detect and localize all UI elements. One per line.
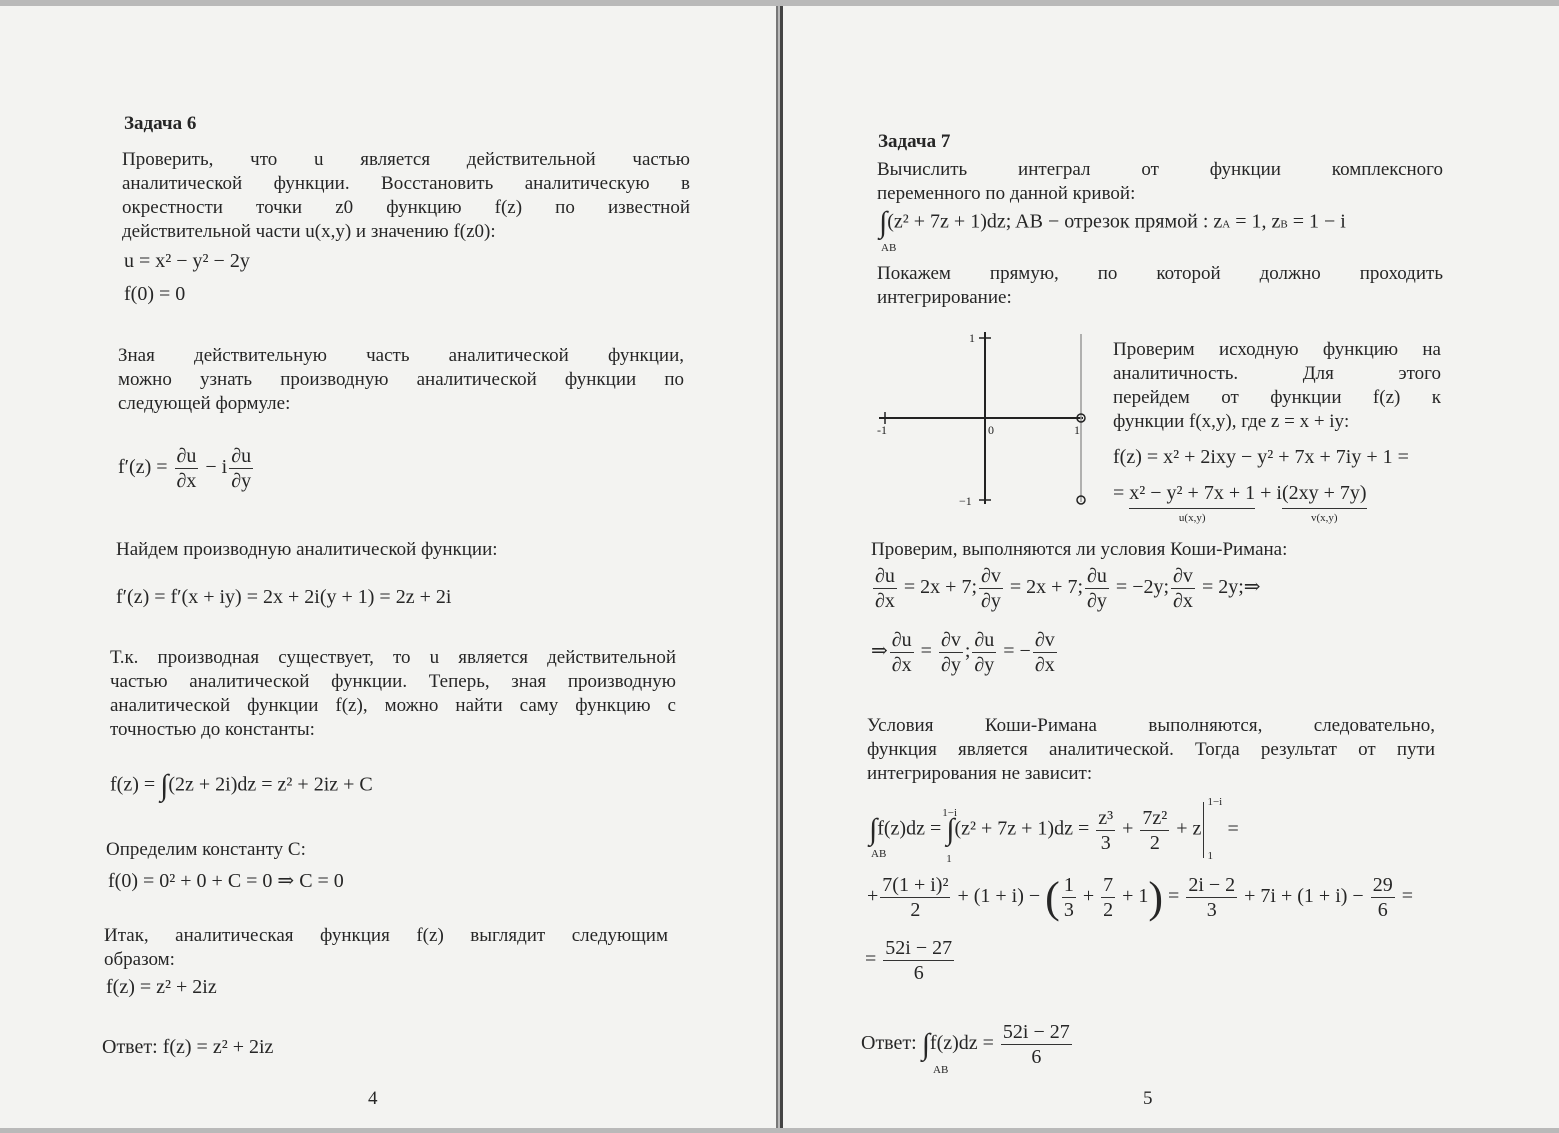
integral-sign: ∫ bbox=[921, 1027, 930, 1061]
paragraph-line: следующей формуле: bbox=[118, 393, 291, 414]
check-paragraph bbox=[1113, 338, 1441, 434]
denominator: ∂y bbox=[231, 470, 252, 492]
real-part-underbrace bbox=[1129, 482, 1256, 524]
denominator: ∂x bbox=[875, 590, 895, 612]
plus: + bbox=[1077, 885, 1100, 908]
paren-tail: + 1 bbox=[1117, 885, 1149, 908]
numerator: 52i − 27 bbox=[1002, 1021, 1070, 1043]
frac-7-1-i-sq bbox=[880, 873, 950, 922]
cr-conditions bbox=[871, 628, 1059, 677]
denominator: 2 bbox=[1103, 899, 1114, 921]
answer-6 bbox=[102, 1036, 273, 1059]
equal-sign: = bbox=[915, 640, 937, 663]
calc-line-2 bbox=[867, 872, 1413, 923]
za-subscript: A bbox=[1222, 218, 1231, 231]
imag-part: (2xy + 7y) bbox=[1281, 482, 1367, 504]
problem-7-statement bbox=[877, 158, 1443, 206]
numerator: ∂u bbox=[875, 565, 895, 587]
mid-1: + (1 + i) − bbox=[952, 885, 1046, 908]
semicolon: ; bbox=[964, 640, 971, 663]
formula-lhs: f′(z) = bbox=[118, 456, 173, 479]
fxy-line-1: f(z) = x² + 2ixy − y² + 7x + 7iy + 1 = bbox=[1113, 446, 1409, 468]
integral-sign: ∫ bbox=[869, 813, 878, 846]
derivative-result: f′(z) = f′(x + iy) = 2x + 2i(y + 1) = 2z + 2i bbox=[116, 586, 452, 608]
paragraph-3 bbox=[110, 646, 676, 742]
paragraph-line: аналитичность. Для этого bbox=[1113, 363, 1441, 384]
paragraph-line: аналитической функции f(z), можно найти саму функцию с bbox=[110, 695, 676, 716]
denominator: 3 bbox=[1063, 899, 1074, 921]
fraction-du-dx bbox=[175, 444, 199, 493]
result-equation: f(z) = z² + 2iz bbox=[106, 976, 217, 998]
numerator: 1 bbox=[1063, 874, 1074, 896]
statement-line: Вычислить интеграл от функции комплексного bbox=[877, 159, 1443, 180]
frac-du-dx bbox=[873, 564, 897, 613]
label-y-bottom: −1 bbox=[959, 494, 972, 508]
zb-subscript: B bbox=[1280, 218, 1288, 231]
task-integral bbox=[879, 206, 1346, 254]
frac-dv-dy bbox=[939, 628, 963, 677]
zb-value: = 1 − i bbox=[1287, 210, 1346, 233]
right-page bbox=[780, 6, 1559, 1128]
frac-dv-dy bbox=[979, 564, 1003, 613]
implies-sign: ⇒ bbox=[871, 640, 888, 663]
imag-part-underbrace bbox=[1281, 482, 1367, 524]
paragraph-line: Т.к. производная существует, то u является действительной bbox=[110, 647, 676, 668]
eq-end: = bbox=[1396, 885, 1413, 908]
numerator: ∂u bbox=[974, 629, 995, 651]
derivative-formula bbox=[118, 444, 255, 493]
given-u: u = x² − y² − 2y bbox=[124, 250, 250, 272]
numerator: 7 bbox=[1103, 874, 1114, 896]
u-label: u(x,y) bbox=[1178, 512, 1206, 524]
evaluation-bar bbox=[1203, 796, 1223, 862]
numerator: ∂v bbox=[981, 565, 1001, 587]
plus-z: + z bbox=[1171, 817, 1202, 840]
paragraph-5 bbox=[104, 924, 668, 972]
frac-z3 bbox=[1096, 806, 1115, 855]
answer-lower-limit: AB bbox=[933, 1064, 949, 1076]
answer-label: Ответ: bbox=[861, 1032, 922, 1055]
paragraph-line: функции f(x,y), где z = x + iy: bbox=[1113, 411, 1350, 432]
integral-lhs: f(z) = bbox=[110, 773, 161, 796]
denominator: ∂y bbox=[1087, 590, 1107, 612]
numerator: ∂v bbox=[1173, 565, 1193, 587]
paragraph-line: частью аналитической функции. Теперь, зная производную bbox=[110, 671, 676, 692]
za-value: = 1, z bbox=[1230, 210, 1281, 233]
denominator: 3 bbox=[1206, 899, 1217, 921]
paragraph-2: Найдем производную аналитической функции: bbox=[116, 539, 498, 560]
frac-1-3 bbox=[1062, 873, 1076, 922]
denominator: 2 bbox=[1149, 831, 1160, 854]
frac-7-2 bbox=[1101, 873, 1115, 922]
numerator: ∂u bbox=[891, 629, 912, 651]
integral-sign: ∫ bbox=[160, 769, 169, 802]
paragraph-line: Условия Коши-Римана выполняются, следовательно, bbox=[867, 715, 1435, 736]
show-paragraph bbox=[877, 262, 1443, 310]
statement-line: действительной части u(x,y) и значению f(z0): bbox=[122, 221, 496, 242]
page-number: 4 bbox=[368, 1088, 378, 1109]
cr-eq1: = 2x + 7; bbox=[898, 576, 978, 599]
eq-b: = bbox=[1163, 885, 1185, 908]
denominator: 2 bbox=[910, 899, 921, 921]
paragraph-line: перейдем от функции f(z) к bbox=[1113, 387, 1441, 408]
denominator: 3 bbox=[1100, 831, 1111, 854]
paragraph-line: Итак, аналитическая функция f(z) выглядит следующим bbox=[104, 925, 668, 946]
paragraph-line: точностью до константы: bbox=[110, 719, 315, 740]
denominator: 6 bbox=[1377, 899, 1388, 921]
paragraph-line: функция является аналитической. Тогда результат от пути bbox=[867, 739, 1435, 760]
label-origin: 0 bbox=[988, 423, 994, 437]
integral-rhs: (2z + 2i)dz = z² + 2iz + C bbox=[168, 773, 373, 796]
calc-int1: f(z)dz = bbox=[877, 817, 947, 840]
frac-2i-2 bbox=[1186, 873, 1237, 922]
denominator: ∂x bbox=[891, 654, 912, 676]
numerator: ∂v bbox=[1034, 629, 1055, 651]
denominator: ∂x bbox=[1034, 654, 1055, 676]
numerator: 29 bbox=[1372, 874, 1393, 896]
paragraph-line: можно узнать производную аналитической функции по bbox=[118, 369, 684, 390]
cr-eq2: = 2x + 7; bbox=[1004, 576, 1084, 599]
answer-label: Ответ: bbox=[102, 1036, 163, 1058]
right-paren: ) bbox=[1148, 873, 1164, 922]
paragraph-line: Покажем прямую, по которой должно проходить bbox=[877, 263, 1443, 284]
denominator: ∂y bbox=[974, 654, 995, 676]
integral-glyph: ∫ bbox=[946, 813, 955, 846]
minus-equal: = − bbox=[998, 640, 1031, 663]
numerator: 7z² bbox=[1142, 806, 1168, 829]
statement-line: Проверить, что u является действительной частью bbox=[122, 149, 690, 170]
cr-eq3: = −2y; bbox=[1110, 576, 1170, 599]
numerator: ∂u bbox=[176, 445, 197, 467]
bar-upper: 1−i bbox=[1207, 796, 1223, 808]
bar-lower: 1 bbox=[1207, 850, 1213, 862]
calc-line-3 bbox=[865, 936, 956, 985]
fxy-line-2 bbox=[1113, 482, 1367, 524]
answer-value: f(z) = z² + 2iz bbox=[162, 1036, 274, 1058]
left-paren: ( bbox=[1045, 873, 1060, 922]
paragraph-line: интегрирование: bbox=[877, 287, 1012, 308]
plus-sign: + bbox=[867, 885, 879, 908]
numerator: ∂u bbox=[1087, 565, 1107, 587]
calc-line-1 bbox=[869, 796, 1239, 865]
paragraph-line: Зная действительную часть аналитической функции, bbox=[118, 345, 684, 366]
frac-du-dy bbox=[1085, 564, 1109, 613]
v-label: v(x,y) bbox=[1310, 512, 1338, 524]
int1-lower-limit: AB bbox=[871, 848, 887, 860]
answer-fraction bbox=[1001, 1020, 1072, 1069]
denominator: ∂y bbox=[940, 654, 961, 676]
upper-limit: 1−i bbox=[942, 807, 957, 819]
calc-int2-body: (z² + 7z + 1)dz = bbox=[954, 817, 1095, 840]
numerator: ∂u bbox=[231, 445, 252, 467]
given-f: f(0) = 0 bbox=[124, 283, 186, 305]
integral-sign: ∫ bbox=[879, 206, 888, 239]
label-y-top: 1 bbox=[969, 331, 975, 345]
problem-6-title: Задача 6 bbox=[124, 113, 197, 134]
plus-i: + i bbox=[1255, 482, 1282, 504]
fxy-eq-prefix: = bbox=[1113, 482, 1130, 504]
label-x-right: 1 bbox=[1074, 423, 1080, 437]
plus: + bbox=[1117, 817, 1139, 840]
constant-equation: f(0) = 0² + 0 + C = 0 ⇒ C = 0 bbox=[108, 870, 344, 892]
statement-line: переменного по данной кривой: bbox=[877, 183, 1136, 204]
paragraph-line: интегрирования не зависит: bbox=[867, 763, 1093, 784]
denominator: ∂y bbox=[981, 590, 1001, 612]
frac-dv-dx bbox=[1171, 564, 1195, 613]
frac-7z2 bbox=[1140, 806, 1169, 855]
integral-lower-limit: AB bbox=[881, 242, 897, 254]
numerator: 52i − 27 bbox=[885, 937, 953, 959]
minus-i: − i bbox=[200, 456, 228, 479]
mid-2: + 7i + (1 + i) − bbox=[1239, 885, 1369, 908]
task-integrand: (z² + 7z + 1)dz; AB − отрезок прямой : z bbox=[887, 210, 1223, 233]
cr-eq4: = 2y;⇒ bbox=[1196, 576, 1261, 599]
denominator: ∂x bbox=[1173, 590, 1193, 612]
problem-6-statement bbox=[122, 148, 690, 244]
numerator: ∂v bbox=[940, 629, 961, 651]
problem-7-title: Задача 7 bbox=[878, 131, 951, 152]
paragraph-line: Проверим исходную функцию на bbox=[1113, 339, 1441, 360]
paragraph-1 bbox=[118, 344, 684, 416]
paragraph-4: Определим константу С: bbox=[106, 839, 306, 860]
answer-int: f(z)dz = bbox=[929, 1032, 999, 1055]
cr-intro: Проверим, выполняются ли условия Коши-Римана: bbox=[871, 539, 1288, 560]
cr-derivatives bbox=[871, 564, 1261, 613]
statement-line: аналитической функции. Восстановить аналитическую в bbox=[122, 173, 690, 194]
denominator: 6 bbox=[913, 962, 924, 984]
frac-du-dy bbox=[972, 628, 996, 677]
integral-sign-limits bbox=[942, 807, 957, 865]
paragraph-line: образом: bbox=[104, 949, 175, 970]
frac-result bbox=[883, 936, 954, 985]
frac-du-dx bbox=[890, 628, 914, 677]
page-number: 5 bbox=[1143, 1088, 1153, 1109]
real-part: x² − y² + 7x + 1 bbox=[1129, 482, 1256, 504]
numerator: 7(1 + i)² bbox=[882, 874, 949, 896]
denominator: 6 bbox=[1031, 1046, 1042, 1068]
frac-29-6 bbox=[1371, 873, 1395, 922]
label-x-left: -1 bbox=[877, 423, 887, 437]
integral-equation bbox=[110, 769, 373, 803]
denominator: ∂x bbox=[176, 470, 197, 492]
fraction-du-dy bbox=[229, 444, 253, 493]
line3-eq: = bbox=[865, 948, 882, 971]
lower-limit: 1 bbox=[946, 853, 952, 865]
numerator: z³ bbox=[1098, 806, 1114, 829]
integration-path-graph bbox=[871, 324, 1101, 524]
conclusion-paragraph bbox=[867, 714, 1435, 786]
numerator: 2i − 2 bbox=[1188, 874, 1236, 896]
frac-dv-dx bbox=[1033, 628, 1057, 677]
left-page bbox=[0, 6, 778, 1128]
statement-line: окрестности точки z0 функцию f(z) по известной bbox=[122, 197, 690, 218]
answer-7 bbox=[861, 1020, 1074, 1076]
equals: = bbox=[1222, 817, 1239, 840]
